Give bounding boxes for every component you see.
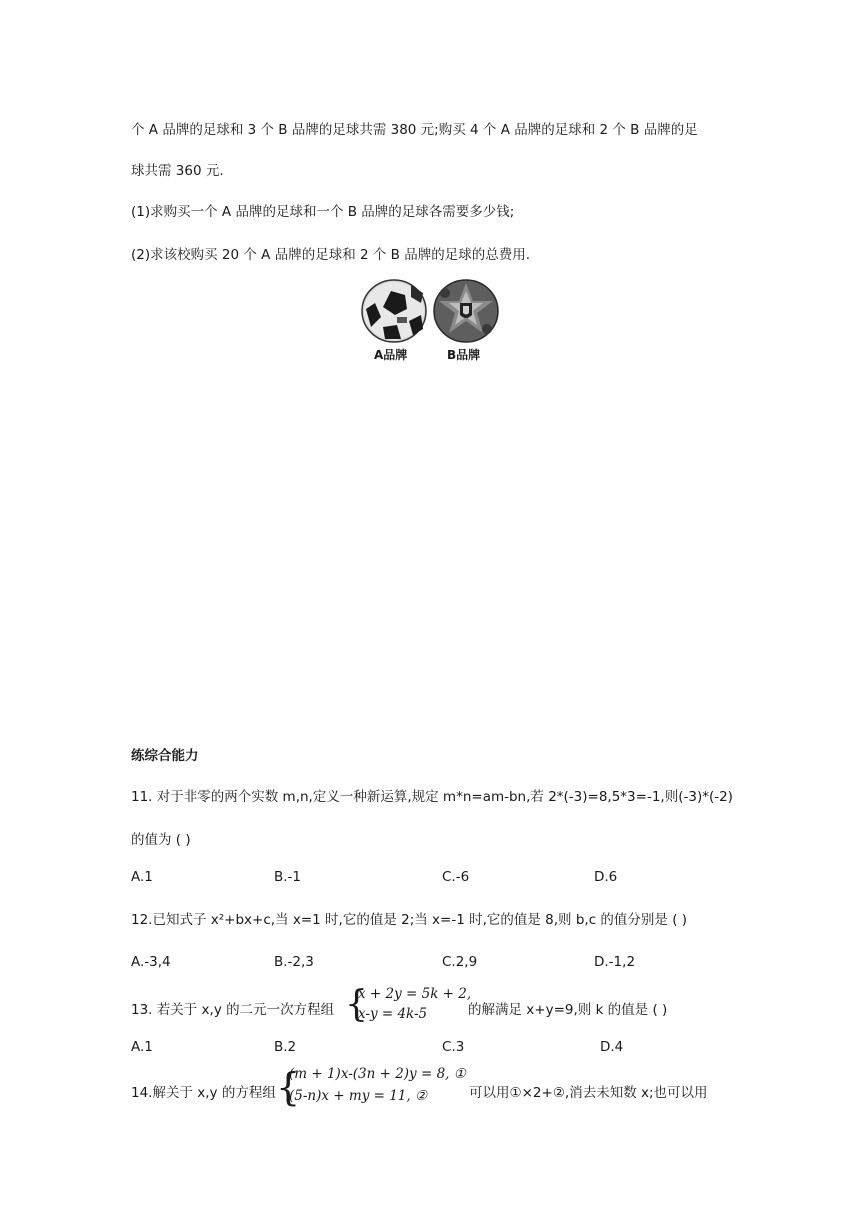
- soccer-ball-a-image: [361, 279, 427, 343]
- problem-10-line-1: 个 A 品牌的足球和 3 个 B 品牌的足球共需 380 元;购买 4 个 A 品牌的足球和 2 个 B 品牌的足: [131, 122, 698, 138]
- q12-option-c: C.2,9: [442, 954, 478, 970]
- q14-equation-1: (m + 1)x-(3n + 2)y = 8, ①: [289, 1066, 466, 1082]
- question-14-suffix: 可以用①×2+②,消去未知数 x;也可以用: [469, 1085, 708, 1101]
- q12-option-b: B.-2,3: [274, 954, 314, 970]
- problem-10-question-1: (1)求购买一个 A 品牌的足球和一个 B 品牌的足球各需要多少钱;: [131, 204, 515, 220]
- q13-brace: {: [345, 984, 368, 1025]
- question-11-text-cont: 的值为 ( ): [131, 832, 191, 848]
- problem-10-line-2: 球共需 360 元.: [131, 163, 224, 179]
- q13-equation-1: x + 2y = 5k + 2,: [358, 986, 472, 1002]
- brand-a-label: A品牌: [374, 348, 408, 362]
- q11-option-d: D.6: [594, 869, 618, 885]
- q13-option-d: D.4: [600, 1039, 624, 1055]
- q13-option-c: C.3: [442, 1039, 465, 1055]
- q11-option-a: A.1: [131, 869, 153, 885]
- q11-option-b: B.-1: [274, 869, 302, 885]
- question-13-prefix: 13. 若关于 x,y 的二元一次方程组: [131, 1002, 335, 1018]
- question-14-prefix: 14.解关于 x,y 的方程组: [131, 1085, 276, 1101]
- soccer-ball-b-image: [433, 279, 499, 343]
- q12-option-d: D.-1,2: [594, 954, 636, 970]
- q14-brace: {: [276, 1065, 301, 1109]
- q13-equation-2: x-y = 4k-5: [358, 1006, 428, 1022]
- q13-option-b: B.2: [274, 1039, 297, 1055]
- q12-option-a: A.-3,4: [131, 954, 171, 970]
- section-title: 练综合能力: [131, 748, 199, 764]
- q11-option-c: C.-6: [442, 869, 470, 885]
- brand-b-label: B品牌: [447, 348, 481, 362]
- q14-equation-2: (5-n)x + my = 11, ②: [289, 1088, 428, 1104]
- q13-option-a: A.1: [131, 1039, 153, 1055]
- question-12-text: 12.已知式子 x²+bx+c,当 x=1 时,它的值是 2;当 x=-1 时,它的值是 8,则 b,c 的值分别是 ( ): [131, 912, 688, 928]
- problem-10-question-2: (2)求该校购买 20 个 A 品牌的足球和 2 个 B 品牌的足球的总费用.: [131, 247, 531, 263]
- question-11-text: 11. 对于非零的两个实数 m,n,定义一种新运算,规定 m*n=am-bn,若 2*(-3)=8,5*3=-1,则(-3)*(-2): [131, 789, 733, 805]
- question-13-suffix: 的解满足 x+y=9,则 k 的值是 ( ): [468, 1002, 668, 1018]
